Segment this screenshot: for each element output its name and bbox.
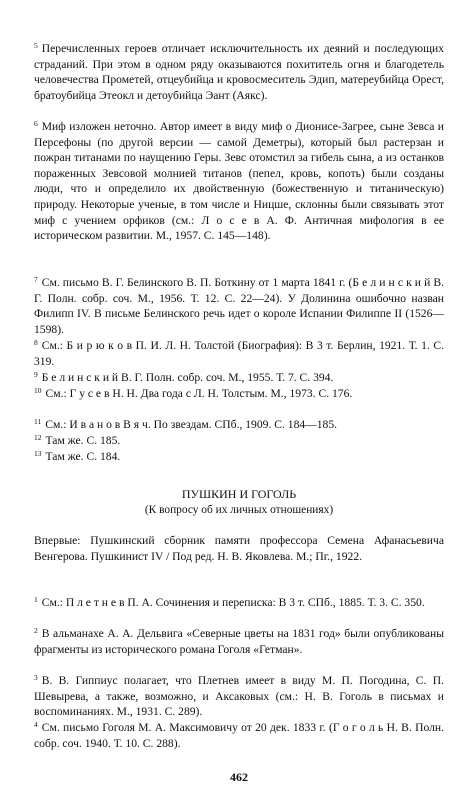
footnote-text: См.: Б и р ю к о в П. И. Л. Н. Толстой (Биография): В 3 т. Берлин, 1921. Т. 1. С. 319.	[34, 339, 444, 368]
footnote-number: 2	[34, 626, 38, 635]
footnote-number: 3	[34, 673, 38, 682]
endnote-3	[34, 670, 444, 720]
footnote-8	[34, 335, 444, 369]
endnote-4	[34, 717, 444, 751]
footnote-text: В. В. Гиппиус полагает, что Плетнев имеет в виду М. П. Погодина, С. П. Шевырева, а также, возможно, и Аксаковых (см.: Н. В. Гоголь в письмах и воспоминаниях. М., 1931. С. 289).	[34, 674, 444, 719]
footnote-text: Перечисленных героев отличает исключительность их деяний и последующих страданий. При этом в одном ряду оказываются похититель огня и благодетель человечества Прометей, отцеубийца и кровосмеситель Эдип, матереубийца Орест, братоубийца Этеокл и детоубийца Эант (Аякс).	[34, 42, 444, 102]
footnote-number: 1	[34, 595, 38, 604]
first-published-note: Впервые: Пушкинский сборник памяти профессора Семена Афанасьевича Венгерова. Пушкинист IV / Под ред. Н. В. Яковлева. М.; Пг., 1922.	[34, 534, 444, 563]
footnote-text: Б е л и н с к и й В. Г. Полн. собр. соч. М., 1955. Т. 7. С. 394.	[41, 371, 334, 384]
footnote-number: 11	[34, 417, 42, 426]
footnote-7	[34, 272, 444, 337]
footnote-text: См.: И в а н о в В я ч. По звездам. СПб., 1909. С. 184—185.	[45, 418, 338, 431]
footnote-10	[34, 383, 444, 402]
section-title: ПУШКИН И ГОГОЛЬ	[181, 487, 297, 501]
footnote-text: В альманахе А. А. Дельвига «Северные цветы на 1831 год» были опубликованы фрагменты из исторического романа Гоголя «Гетман».	[34, 627, 444, 656]
footnote-6	[34, 116, 444, 244]
footnote-text: Миф изложен неточно. Автор имеет в виду миф о Дионисе-Загрее, сыне Зевса и Персефоны (по другой версии — самой Деметры), который был растерзан и пожран титанами по наущению Геры. Зевс отомстил за гибель сына, а из останков пораженных Зевсовой молнией титанов (пепел, кровь, копоть) были созданы люди, что и определило их двойственную (божественную и титаническую) природу. Некоторые ученые, в том числе и Ницше, склонны были связывать этот миф с учением орфиков (см.: Л о с е в А. Ф. Античная мифология в ее историческом развитии. М., 1957. С. 145—148).	[34, 120, 444, 243]
footnote-number: 10	[34, 386, 42, 395]
footnote-number: 13	[34, 449, 42, 458]
footnote-number: 4	[34, 720, 38, 729]
endnote-2	[34, 623, 444, 657]
footnote-text: См.: Г у с е в Н. Н. Два года с Л. Н. Толстым. М., 1973. С. 176.	[45, 387, 353, 400]
footnote-text: См. письмо В. Г. Белинского В. П. Боткину от 1 марта 1841 г. (Б е л и н с к и й В. Г. Полн. собр. соч. М., 1956. Т. 12. С. 22—24). У Долинина ошибочно назван Филипп IV. В письме Белинского речь идет о короле Испании Филиппе II (1526—1598).	[34, 276, 444, 336]
footnote-number: 8	[34, 338, 38, 347]
footnote-text: Там же. С. 184.	[45, 450, 121, 463]
footnote-text: См. письмо Гоголя М. А. Максимовичу от 20 дек. 1833 г. (Г о г о л ь Н. В. Полн. собр. соч. 1940. Т. 10. С. 288).	[34, 721, 444, 750]
footnote-5	[34, 38, 444, 103]
footnote-number: 5	[34, 41, 38, 50]
footnote-text: Там же. С. 185.	[45, 434, 121, 447]
endnote-1	[34, 592, 444, 611]
section-subtitle: (К вопросу об их личных отношениях)	[144, 504, 334, 516]
footnote-number: 6	[34, 119, 38, 128]
footnote-number: 9	[34, 370, 38, 379]
footnote-text: См.: П л е т н е в П. А. Сочинения и переписка: В 3 т. СПб., 1885. Т. 3. С. 350.	[41, 596, 425, 609]
footnote-number: 12	[34, 433, 42, 442]
page-number: 462	[230, 770, 248, 784]
footnote-13	[34, 446, 444, 465]
footnote-number: 7	[34, 275, 38, 284]
